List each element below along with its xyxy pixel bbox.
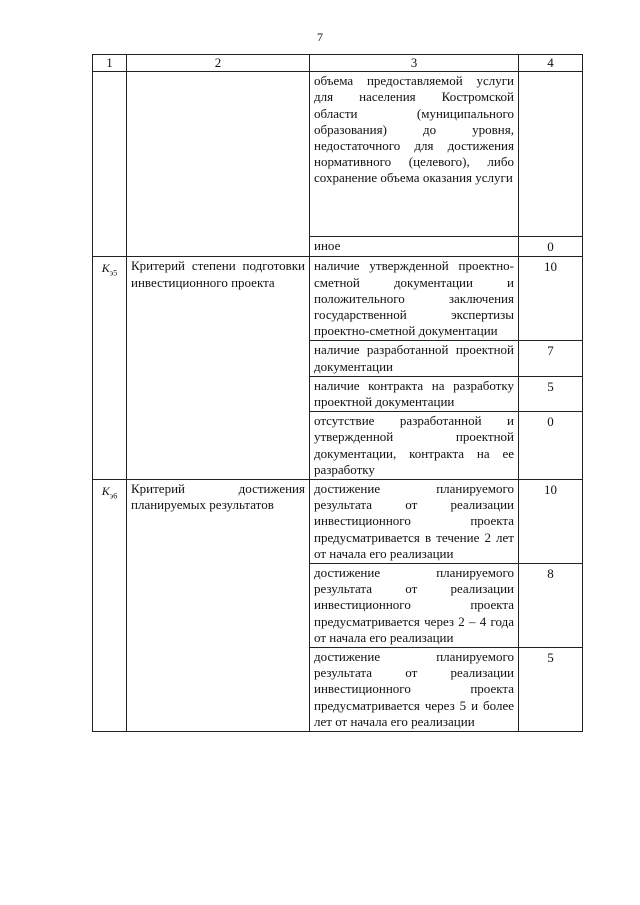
criterion-symbol-subscript: э6 [109,491,118,501]
option-score [519,72,583,237]
table-row [93,480,583,564]
option-score: 0 [519,237,583,257]
header-col-3: 3 [310,55,519,72]
table-row [93,72,583,237]
page-number: 7 [317,30,323,44]
symbol-cell [93,72,127,257]
option-text: наличие контракта на разработку проектной документации [310,376,519,411]
table-row [93,257,583,341]
option-score: 5 [519,376,583,411]
criterion-cell [127,72,310,257]
option-text: достижение планируемого результата от реализации инвестиционного проекта предусматривается через 2 – 4 года от начала его реализации [310,564,519,648]
criterion-cell: Критерий достижения планируемых результатов [127,480,310,732]
option-score: 8 [519,564,583,648]
option-score: 5 [519,648,583,732]
table-header-row [93,55,583,72]
option-text: отсутствие разработанной и утвержденной проектной документации, контракта на ее разработку [310,412,519,480]
option-text: объема предоставляемой услуги для населения Костромской области (муниципального образования) до уровня, недостаточного для достижения нормативного (целевого), либо сохранение объема оказания услуги [310,72,519,237]
option-text: достижение планируемого результата от реализации инвестиционного проекта предусматривается в течение 2 лет от начала его реализации [310,480,519,564]
criterion-symbol: K [101,261,110,276]
criterion-symbol-subscript: э5 [109,268,118,278]
symbol-cell [93,480,127,732]
option-text: наличие утвержденной проектно-сметной документации и положительного заключения государственной экспертизы проектно-сметной документации [310,257,519,341]
header-col-1: 1 [93,55,127,72]
option-score: 10 [519,257,583,341]
header-col-2: 2 [127,55,310,72]
option-score: 10 [519,480,583,564]
option-text: наличие разработанной проектной документации [310,341,519,376]
symbol-cell [93,257,127,480]
criteria-table [92,54,583,732]
criterion-cell: Критерий степени подготовки инвестиционного проекта [127,257,310,480]
option-score: 0 [519,412,583,480]
option-text: иное [310,237,519,257]
option-score: 7 [519,341,583,376]
criterion-symbol: K [101,484,110,499]
header-col-4: 4 [519,55,583,72]
option-text: достижение планируемого результата от реализации инвестиционного проекта предусматривается через 5 и более лет от начала его реализации [310,648,519,732]
